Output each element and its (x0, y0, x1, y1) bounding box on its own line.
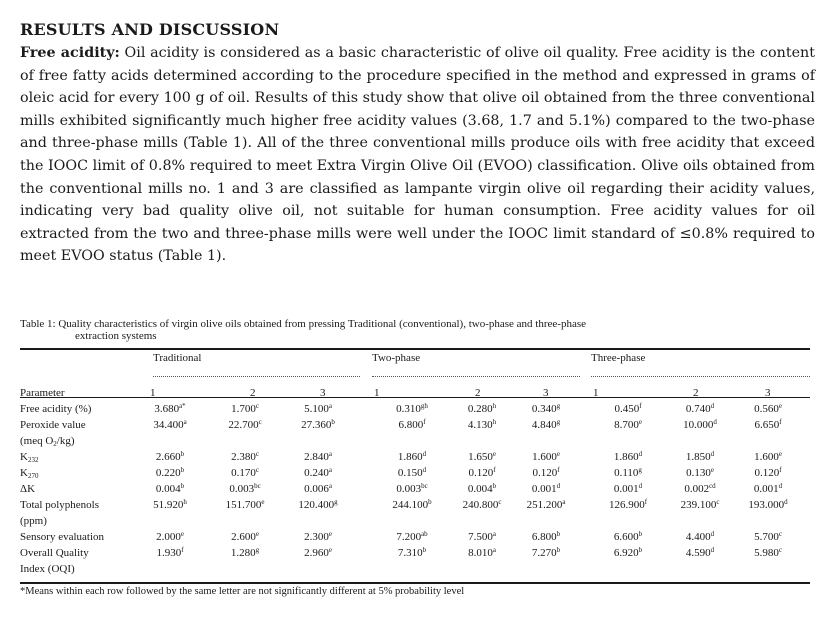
significance-letter: f (181, 546, 184, 554)
table-cell (301, 419, 335, 432)
row-label: Overall Quality (20, 547, 89, 559)
cell-value: 0.004 (155, 483, 181, 495)
cell-value: 0.240 (304, 467, 329, 479)
cell-value: 2.600 (231, 531, 256, 543)
table-cell (686, 451, 714, 464)
row-label: Index (OQI) (20, 563, 75, 575)
cell-value: 3.680 (154, 403, 180, 415)
table-cell (754, 403, 782, 416)
table-cell (398, 547, 426, 560)
table-footnote: *Means within each row followed by the same letter are not significantly different at 5% probability level (20, 586, 465, 597)
significance-letter: d (710, 450, 715, 458)
table-cell (396, 403, 428, 416)
significance-letter: e (556, 450, 560, 458)
table-caption-line1: Table 1: Quality characteristics of virgin olive oils obtained from pressing Traditional (conventional), two-phase and three-phase (20, 318, 586, 330)
significance-letter: b (556, 530, 561, 538)
table-caption (20, 318, 810, 342)
significance-letter: a (328, 402, 332, 410)
cell-value: 0.170 (231, 467, 256, 479)
table-cell (754, 483, 782, 496)
table-cell (396, 531, 427, 544)
table-cell (614, 531, 642, 544)
significance-letter: c (258, 418, 262, 426)
table-cell (396, 483, 427, 496)
row-label: Sensory evaluation (20, 531, 105, 543)
significance-letter: e (638, 418, 642, 426)
significance-letter: a (562, 498, 566, 506)
significance-letter: c (255, 450, 259, 458)
significance-letter: g (255, 546, 260, 554)
cell-value: 7.200 (396, 531, 422, 543)
table-cell (226, 499, 265, 512)
table-cell (398, 467, 426, 480)
table-bottom-rule (20, 582, 810, 584)
significance-letter: e (180, 530, 184, 538)
paragraph-lead: Free acidity: (20, 45, 120, 61)
cell-value: 1.860 (613, 451, 639, 463)
cell-value: 0.150 (397, 467, 423, 479)
group-header-three-phase: Three-phase (591, 352, 646, 364)
cell-value: 1.700 (231, 403, 256, 415)
cell-value: 1.860 (397, 451, 423, 463)
mill-number: 2 (250, 387, 256, 399)
table-cell (156, 547, 183, 560)
cell-value: 126.900 (608, 499, 645, 511)
table-cell (532, 547, 560, 560)
significance-letter: c (778, 546, 782, 554)
free-acidity-paragraph (20, 42, 815, 268)
table-cell (156, 451, 184, 464)
table-cell (614, 419, 642, 432)
cell-value: 27.360 (301, 419, 332, 431)
table-header-rule (20, 397, 810, 398)
significance-letter: c (498, 498, 502, 506)
cell-value: 8.700 (614, 419, 639, 431)
row-label: Free acidity (%) (20, 403, 92, 415)
table-cell (398, 419, 425, 432)
paragraph-body: Oil acidity is considered as a basic characteristic of olive oil quality. Free acidity is the content of free fatty acids determined according to the procedure specified in the method and expressed in grams of oleic acid for every 100 g of oil. Results of this study show that olive oil obtained from the three conventional mills exhibited significantly much higher free acidity values (3.68, 1.7 and 5.1%) compared to the two-phase and three-phase mills (Table 1). All of the three conventional mills produce oils with free acidity that exceed the IOOC limit of 0.8% required to meet Extra Virgin Olive Oil (EVOO) classification. Olive oils obtained from the conventional mills no. 1 and 3 are classified as lampante virgin olive oil regarding their acidity values, indicating very bad quality olive oil, not suitable for human consumption. Free acidity values for oil extracted from the two and three-phase mills were well under the IOOC limit standard of ≤0.8% required to meet EVOO status (Table 1). (20, 45, 815, 265)
table-cell (231, 403, 259, 416)
cell-value: 4.590 (685, 547, 711, 559)
significance-letter: b (638, 530, 643, 538)
table-cell (614, 467, 642, 480)
table-cell (614, 547, 642, 560)
table-cell (532, 467, 559, 480)
significance-letter: e (255, 530, 259, 538)
significance-letter: b (331, 418, 335, 426)
table-cell (532, 419, 560, 432)
table-cell (686, 531, 714, 544)
table-cell (304, 403, 332, 416)
table-cell (304, 483, 332, 496)
table-cell (304, 451, 332, 464)
significance-letter: f (639, 402, 642, 410)
significance-letter: bc (421, 482, 428, 490)
cell-value: 2.300 (304, 531, 329, 543)
cell-value: 0.120 (754, 467, 780, 479)
significance-letter: e (328, 530, 332, 538)
significance-letter: a (328, 482, 332, 490)
table-cell (614, 451, 642, 464)
table-cell (532, 451, 560, 464)
table-cell (153, 419, 186, 432)
cell-value: 1.600 (532, 451, 557, 463)
significance-letter: f (779, 466, 782, 474)
cell-value: 244.100 (392, 499, 429, 511)
significance-letter: d (422, 450, 427, 458)
cell-value: 0.310 (396, 403, 421, 415)
significance-letter: a (492, 546, 496, 554)
significance-letter: e (328, 546, 332, 554)
table-cell (468, 467, 495, 480)
cell-value: 1.600 (754, 451, 779, 463)
row-label: Peroxide value (20, 419, 86, 431)
cell-value: 239.100 (680, 499, 717, 511)
cell-value: 6.650 (754, 419, 780, 431)
table-cell (754, 451, 782, 464)
row-label: (ppm) (20, 515, 47, 527)
significance-letter: b (428, 498, 432, 506)
cell-value: 4.400 (685, 531, 711, 543)
mill-number: 1 (150, 387, 156, 399)
row-label: Total polyphenols (20, 499, 99, 511)
table-cell (463, 499, 502, 512)
table-cell (304, 531, 332, 544)
cell-value: 0.001 (613, 483, 639, 495)
cell-value: 4.840 (531, 419, 557, 431)
table-cell (754, 547, 782, 560)
significance-letter: d (556, 482, 561, 490)
table-cell (229, 483, 260, 496)
significance-letter: a (328, 450, 332, 458)
significance-letter: d (638, 482, 643, 490)
cell-value: 0.450 (614, 403, 640, 415)
significance-letter: g (638, 466, 642, 474)
table-cell (468, 547, 496, 560)
section-heading: RESULTS AND DISCUSSION (20, 20, 280, 39)
cell-value: 7.270 (531, 547, 557, 559)
mill-number: 3 (765, 387, 771, 399)
cell-value: 2.840 (304, 451, 329, 463)
significance-letter: c (778, 530, 782, 538)
table-cell (304, 547, 332, 560)
cell-value: 34.400 (153, 419, 184, 431)
mill-number: 1 (593, 387, 599, 399)
cell-value: 7.500 (468, 531, 493, 543)
significance-letter: e (261, 498, 265, 506)
cell-value: 0.120 (468, 467, 494, 479)
table-cell (532, 403, 560, 416)
significance-letter: f (557, 466, 560, 474)
cell-value: 6.800 (531, 531, 557, 543)
cell-value: 0.006 (304, 483, 329, 495)
table-top-rule (20, 348, 810, 350)
cell-value: 51.920 (153, 499, 184, 511)
table-cell (684, 483, 715, 496)
cell-value: 0.120 (532, 467, 558, 479)
table-cell (754, 419, 781, 432)
group-divider (153, 376, 360, 377)
group-header-traditional: Traditional (153, 352, 202, 364)
cell-value: 0.280 (467, 403, 493, 415)
table-cell (153, 499, 187, 512)
table-cell (681, 499, 720, 512)
table-cell (156, 483, 184, 496)
table-cell (748, 499, 787, 512)
cell-value: 0.004 (467, 483, 493, 495)
significance-letter: e (778, 450, 782, 458)
cell-value: 251.200 (526, 499, 563, 511)
table-cell (231, 547, 259, 560)
significance-letter: b (180, 466, 185, 474)
table-cell (468, 483, 496, 496)
significance-letter: b (492, 482, 497, 490)
table-cell (754, 467, 781, 480)
table-cell (392, 499, 431, 512)
table-cell (468, 531, 496, 544)
significance-letter: c (716, 498, 720, 506)
significance-letter: bc (254, 482, 261, 490)
significance-letter: f (423, 418, 426, 426)
mill-number: 2 (475, 387, 481, 399)
significance-letter: b (422, 546, 427, 554)
significance-letter: g (556, 418, 561, 426)
table-cell (532, 483, 560, 496)
row-label: (meq $O_2/kg$) (20, 435, 75, 448)
table-cell (156, 467, 184, 480)
cell-value: 151.700 (225, 499, 262, 511)
table-cell (614, 483, 642, 496)
cell-value: 193.000 (748, 499, 785, 511)
cell-value: 0.130 (686, 467, 711, 479)
mill-number: 1 (374, 387, 380, 399)
significance-letter: b (180, 450, 185, 458)
significance-letter: c (255, 402, 259, 410)
group-divider (591, 376, 810, 377)
significance-letter: gh (420, 402, 428, 410)
row-label: $K_{232}$ (20, 451, 39, 464)
significance-letter: e (710, 466, 714, 474)
group-divider (372, 376, 580, 377)
significance-letter: b (556, 546, 561, 554)
significance-letter: h (492, 402, 497, 410)
cell-value: 1.650 (468, 451, 493, 463)
group-header-two-phase: Two-phase (372, 352, 421, 364)
cell-value: 8.010 (468, 547, 493, 559)
significance-letter: d (778, 482, 783, 490)
significance-letter: d (422, 466, 427, 474)
table-cell (298, 499, 337, 512)
significance-letter: ab (421, 530, 428, 538)
parameter-header: Parameter (20, 387, 65, 399)
cell-value: 22.700 (228, 419, 259, 431)
cell-value: 7.310 (397, 547, 423, 559)
cell-value: 240.800 (462, 499, 499, 511)
cell-value: 2.960 (304, 547, 329, 559)
cell-value: 6.920 (613, 547, 639, 559)
significance-letter: g (556, 402, 561, 410)
significance-letter: f (493, 466, 496, 474)
cell-value: 0.560 (754, 403, 779, 415)
table-cell (398, 451, 426, 464)
cell-value: 6.600 (613, 531, 639, 543)
cell-value: 5.700 (754, 531, 779, 543)
cell-value: 0.002 (684, 483, 710, 495)
significance-letter: a (183, 418, 187, 426)
table-cell (527, 499, 566, 512)
significance-letter: d (713, 418, 717, 426)
significance-letter: b (180, 482, 185, 490)
cell-value: 5.980 (754, 547, 779, 559)
cell-value: 1.280 (230, 547, 256, 559)
cell-value: 1.930 (156, 547, 182, 559)
significance-letter: g (334, 498, 338, 506)
table-cell (683, 419, 717, 432)
significance-letter: d (710, 402, 715, 410)
table-cell (304, 467, 332, 480)
significance-letter: f (644, 498, 648, 506)
significance-letter: e (492, 450, 496, 458)
significance-letter: d (638, 450, 643, 458)
table-cell (754, 531, 782, 544)
row-label: ΔK (20, 483, 36, 495)
significance-letter: d (710, 546, 715, 554)
significance-letter: f (779, 418, 782, 426)
table-cell (686, 547, 714, 560)
cell-value: 1.850 (685, 451, 711, 463)
table-cell (231, 467, 259, 480)
table-cell (614, 403, 641, 416)
cell-value: 0.220 (155, 467, 181, 479)
cell-value: 120.400 (298, 499, 335, 511)
table-cell (686, 467, 714, 480)
row-label: $K_{270}$ (20, 467, 39, 480)
cell-value: 2.000 (156, 531, 181, 543)
table-cell (231, 531, 259, 544)
significance-letter: d (784, 498, 788, 506)
cell-value: 2.660 (155, 451, 181, 463)
significance-letter: a* (179, 402, 186, 410)
significance-letter: b (638, 546, 643, 554)
cell-value: 0.001 (531, 483, 557, 495)
cell-value: 4.130 (467, 419, 493, 431)
significance-letter: a (328, 466, 332, 474)
cell-value: 0.340 (531, 403, 557, 415)
cell-value: 0.740 (685, 403, 711, 415)
table-cell (468, 451, 496, 464)
table-cell (154, 403, 185, 416)
cell-value: 0.003 (396, 483, 422, 495)
cell-value: 0.110 (614, 467, 639, 479)
mill-number: 3 (543, 387, 549, 399)
significance-letter: c (255, 466, 259, 474)
cell-value: 10.000 (683, 419, 714, 431)
cell-value: 5.100 (304, 403, 329, 415)
significance-letter: h (183, 498, 187, 506)
table-cell (686, 403, 714, 416)
cell-value: 6.800 (398, 419, 424, 431)
significance-letter: cd (709, 482, 716, 490)
table-cell (228, 419, 261, 432)
significance-letter: h (492, 418, 497, 426)
table-cell (231, 451, 259, 464)
cell-value: 0.003 (229, 483, 255, 495)
significance-letter: a (492, 530, 496, 538)
cell-value: 2.380 (231, 451, 256, 463)
significance-letter: d (710, 530, 715, 538)
cell-value: 0.001 (753, 483, 779, 495)
table-cell (468, 419, 496, 432)
table-cell (468, 403, 496, 416)
mill-number: 3 (320, 387, 326, 399)
significance-letter: e (778, 402, 782, 410)
table-cell (532, 531, 560, 544)
mill-number: 2 (693, 387, 699, 399)
table-cell (609, 499, 647, 512)
table-caption-line2: extraction systems (75, 330, 157, 342)
table-cell (156, 531, 184, 544)
